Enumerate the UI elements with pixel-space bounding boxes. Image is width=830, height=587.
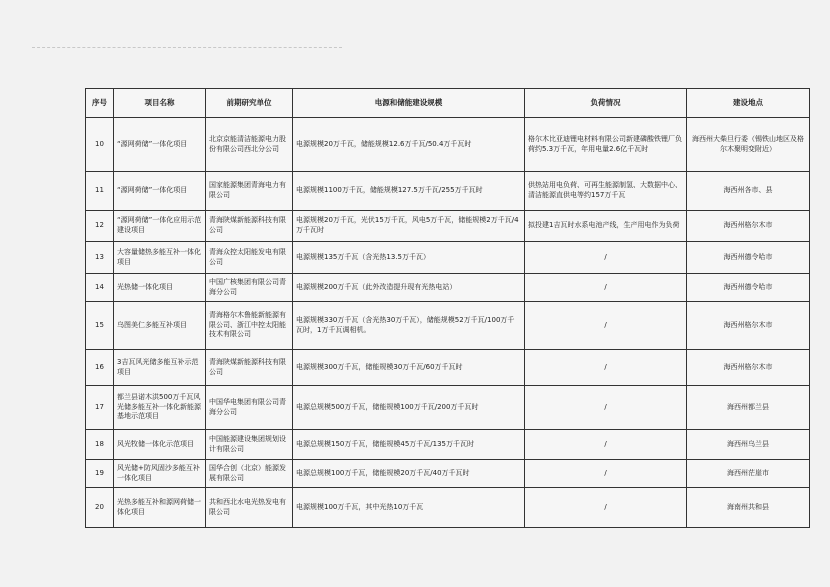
construction-location: 海西州都兰县: [687, 386, 810, 430]
construction-scale: 电源规模20万千瓦，光伏15万千瓦，风电5万千瓦，储能规模2万千瓦/4万千瓦时: [293, 211, 525, 242]
construction-scale: 电源总规模100万千瓦，储能规模20万千瓦/40万千瓦时: [293, 460, 525, 488]
construction-scale: 电源总规模150万千瓦，储能规模45万千瓦/135万千瓦时: [293, 430, 525, 460]
research-unit: 共和西北水电光热发电有限公司: [206, 488, 293, 528]
construction-location: 海西州格尔木市: [687, 350, 810, 386]
construction-scale: 电源规模330万千瓦（含光热30万千瓦），储能规模52万千瓦/100万千瓦时，1万千瓦调相机。: [293, 302, 525, 350]
load-status: /: [525, 350, 687, 386]
research-unit: 中国华电集团有限公司青海分公司: [206, 386, 293, 430]
construction-scale: 电源规模135万千瓦（含光热13.5万千瓦）: [293, 242, 525, 274]
construction-location: 海南州共和县: [687, 488, 810, 528]
research-unit: 北京京能清洁能源电力股份有限公司西北分公司: [206, 118, 293, 172]
header-row: [86, 89, 810, 118]
construction-scale: 电源规模100万千瓦，其中光热10万千瓦: [293, 488, 525, 528]
row-number: 16: [86, 350, 114, 386]
table-row: [86, 172, 810, 211]
project-name: “源网荷储”一体化项目: [114, 172, 206, 211]
project-name: 3吉瓦风光储多能互补示范项目: [114, 350, 206, 386]
row-number: 13: [86, 242, 114, 274]
table-row: [86, 460, 810, 488]
load-status: /: [525, 302, 687, 350]
construction-location: 海西州乌兰县: [687, 430, 810, 460]
load-status: 格尔木比亚迪锂电材料有限公司新建磷酸铁锂厂负荷约5.3万千瓦，年用电量2.6亿千瓦时: [525, 118, 687, 172]
research-unit: 国华合创（北京）能源发展有限公司: [206, 460, 293, 488]
table-row: [86, 302, 810, 350]
construction-location: 海西州格尔木市: [687, 211, 810, 242]
research-unit: 青海陕煤新能源科技有限公司: [206, 350, 293, 386]
load-status: /: [525, 386, 687, 430]
construction-location: 海西州各市、县: [687, 172, 810, 211]
project-name: 都兰县诺木洪500万千瓦风光储多能互补一体化新能源基地示范项目: [114, 386, 206, 430]
header-name: 项目名称: [114, 89, 206, 118]
construction-location: 海西州茫崖市: [687, 460, 810, 488]
header-location: 建设地点: [687, 89, 810, 118]
load-status: 拟投建1吉瓦时水系电池产线，生产用电作为负荷: [525, 211, 687, 242]
construction-scale: 电源规模300万千瓦，储能规模30万千瓦/60万千瓦时: [293, 350, 525, 386]
table-row: [86, 211, 810, 242]
table-row: [86, 118, 810, 172]
construction-scale: 电源规模1100万千瓦，储能规模127.5万千瓦/255万千瓦时: [293, 172, 525, 211]
load-status: /: [525, 430, 687, 460]
research-unit: 国家能源集团青海电力有限公司: [206, 172, 293, 211]
research-unit: 青海众控太阳能发电有限公司: [206, 242, 293, 274]
table-row: [86, 242, 810, 274]
construction-location: 海西州格尔木市: [687, 302, 810, 350]
load-status: /: [525, 274, 687, 302]
row-number: 10: [86, 118, 114, 172]
load-status: 供热站用电负荷、可再生能源制氢、大数据中心、清洁能源直供电等约157万千瓦: [525, 172, 687, 211]
load-status: /: [525, 460, 687, 488]
load-status: /: [525, 242, 687, 274]
dashed-rule: [32, 47, 342, 48]
construction-location: 海西州大柴旦行委（锡铁山地区及格尔木聚明变附近）: [687, 118, 810, 172]
table-row: [86, 430, 810, 460]
table-row: [86, 350, 810, 386]
project-name: “源网荷储”一体化应用示范建设项目: [114, 211, 206, 242]
table-row: [86, 386, 810, 430]
research-unit: 青海格尔木鲁能新能源有限公司、浙江中控太阳能技术有限公司: [206, 302, 293, 350]
project-name: 大容量储热多能互补一体化项目: [114, 242, 206, 274]
project-name: 风光储+防风固沙多能互补一体化项目: [114, 460, 206, 488]
row-number: 17: [86, 386, 114, 430]
row-number: 15: [86, 302, 114, 350]
research-unit: 中国能源建设集团规划设计有限公司: [206, 430, 293, 460]
project-name: 光热储一体化项目: [114, 274, 206, 302]
table-row: [86, 488, 810, 528]
project-table: [85, 88, 810, 528]
research-unit: 中国广核集团有限公司青海分公司: [206, 274, 293, 302]
row-number: 12: [86, 211, 114, 242]
project-name: 光热多能互补和源网荷储一体化项目: [114, 488, 206, 528]
project-name: “源网荷储”一体化项目: [114, 118, 206, 172]
header-scale: 电源和储能建设规模: [293, 89, 525, 118]
header-load: 负荷情况: [525, 89, 687, 118]
row-number: 20: [86, 488, 114, 528]
construction-scale: 电源规模20万千瓦，储能规模12.6万千瓦/50.4万千瓦时: [293, 118, 525, 172]
load-status: /: [525, 488, 687, 528]
header-unit: 前期研究单位: [206, 89, 293, 118]
row-number: 11: [86, 172, 114, 211]
construction-location: 海西州德令哈市: [687, 242, 810, 274]
construction-scale: 电源总规模500万千瓦，储能规模100万千瓦/200万千瓦时: [293, 386, 525, 430]
table-row: [86, 274, 810, 302]
construction-location: 海西州德令哈市: [687, 274, 810, 302]
construction-scale: 电源规模200万千瓦（此外改造提升现有光热电站）: [293, 274, 525, 302]
research-unit: 青海陕煤新能源科技有限公司: [206, 211, 293, 242]
row-number: 18: [86, 430, 114, 460]
header-no: 序号: [86, 89, 114, 118]
project-name: 乌图美仁多能互补项目: [114, 302, 206, 350]
row-number: 19: [86, 460, 114, 488]
project-name: 风光牧储一体化示范项目: [114, 430, 206, 460]
row-number: 14: [86, 274, 114, 302]
